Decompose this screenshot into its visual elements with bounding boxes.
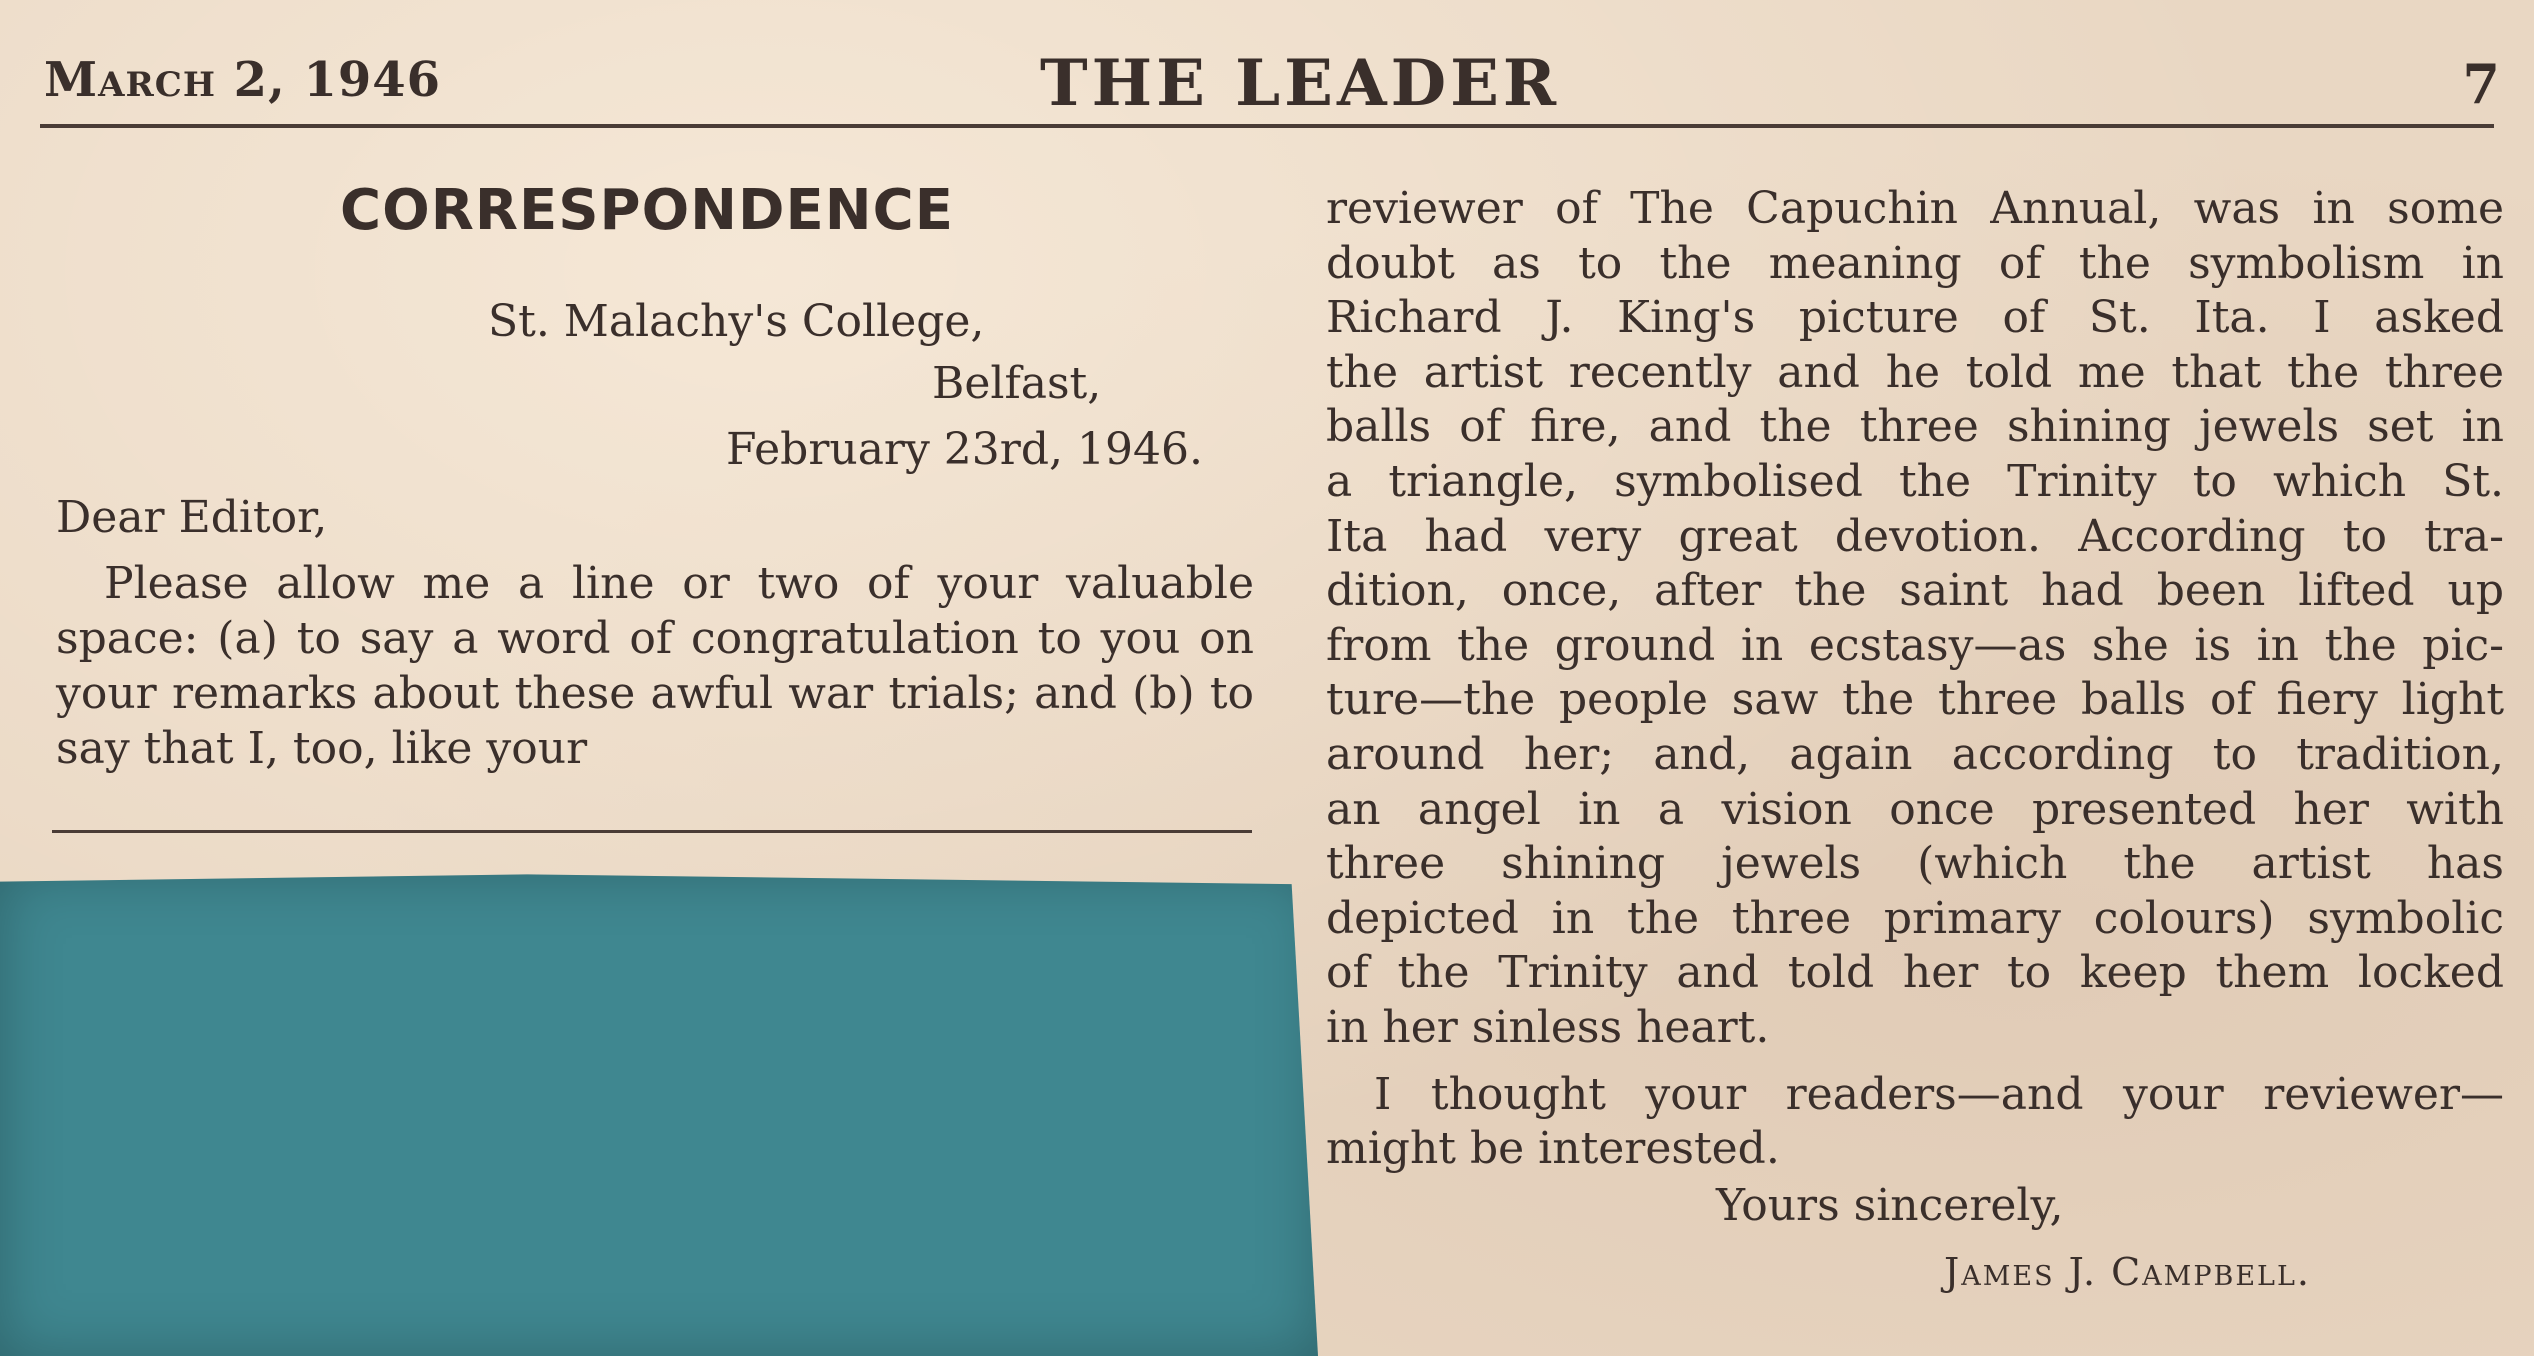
text-line: Richard J. King's picture of St. Ita. I asked: [1326, 292, 2504, 344]
text-line: depicted in the three primary colours) symbolic: [1326, 892, 2504, 944]
address-line-city: Belfast,: [932, 358, 1102, 409]
publication-title: THE LEADER: [1040, 46, 1561, 121]
header-date: March 2, 1946: [44, 52, 442, 108]
text-line: of the Trinity and told her to keep them locked: [1326, 947, 2504, 999]
letter-paragraph-right: [1326, 182, 2504, 1056]
closing-paragraph: [1326, 1068, 2504, 1176]
section-heading: CORRESPONDENCE: [340, 178, 955, 243]
text-line: from the ground in ecstasy—as she is in the pic-: [1326, 619, 2504, 671]
text-line: a triangle, symbolised the Trinity to which St.: [1326, 455, 2504, 507]
column-rule: [52, 830, 1252, 833]
text-line: an angel in a vision once presented her with: [1326, 783, 2504, 835]
text-line: three shining jewels (which the artist has: [1326, 838, 2504, 890]
text-line: around her; and, again according to tradition,: [1326, 728, 2504, 780]
letter-paragraph-left: Please allow me a line or two of your valuable space: (a) to say a word of congratulation to you on your remarks about these awful war trials; and (b) to say that I, too, like your: [56, 558, 1254, 774]
address-line-date: February 23rd, 1946.: [726, 424, 1203, 475]
text-line: reviewer of The Capuchin Annual, was in some: [1326, 183, 2504, 234]
closing-line: might be interested.: [1326, 1123, 1780, 1174]
signature: James J. Campbell.: [1944, 1250, 2311, 1294]
text-line: dition, once, after the saint had been lifted up: [1326, 565, 2504, 617]
text-line: the artist recently and he told me that the three: [1326, 346, 2504, 398]
text-line: in her sinless heart.: [1326, 1001, 1770, 1053]
blue-paper-overlay: [0, 872, 1318, 1356]
closing-line: I thought your readers—and your reviewer—: [1374, 1069, 2504, 1120]
page-number: 7: [2462, 52, 2500, 116]
sign-off: Yours sincerely,: [1716, 1180, 2064, 1231]
text-line: Ita had very great devotion. According to tra-: [1326, 510, 2504, 562]
text-line: ture—the people saw the three balls of fiery light: [1326, 674, 2504, 726]
salutation: Dear Editor,: [56, 492, 328, 543]
text-line: balls of fire, and the three shining jewels set in: [1326, 401, 2504, 453]
header-rule: [40, 124, 2494, 128]
text-line: doubt as to the meaning of the symbolism in: [1326, 237, 2504, 289]
address-line-college: St. Malachy's College,: [488, 296, 985, 347]
